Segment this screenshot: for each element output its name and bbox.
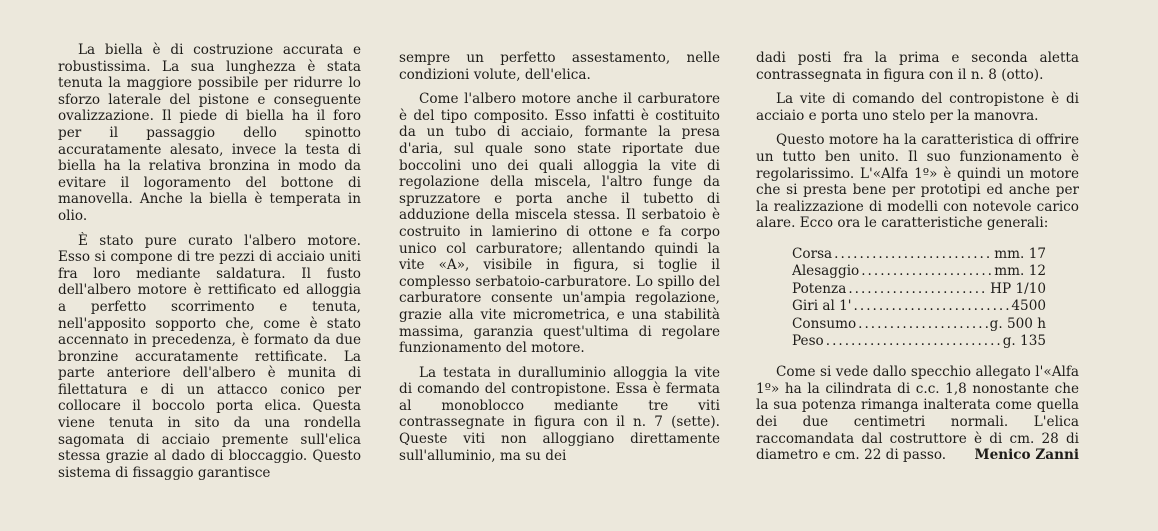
spec-value: g. 135 bbox=[1002, 332, 1046, 349]
paragraph-carburetor: Come l'albero motore anche il carburatore è del tipo composito. Esso infatti è costituito da un tubo di acciaio, formante la presa d'aria, sul quale sono state riportate due boccolini uno dei quali alloggia la vite di regolazione della miscela, l'altro funge da spruzzatore e porta anche il tubetto di adduzione della miscela stessa. Il serbatoio è costruito in lamierino di ottone e fa corpo unico col carburatore; allentando quindi la vite «A», visibile in figura, si toglie il complesso serbatoio-carburatore. Lo spillo del carburatore consente un'ampia regolazione, grazie alla vite micrometrica, e una stabilità massima, garanzia quest'ultima di regolare funzionamento del motore. bbox=[399, 91, 720, 357]
spec-label: Giri al 1' bbox=[792, 298, 852, 315]
spec-label: Potenza bbox=[792, 280, 847, 297]
paragraph-cylinder-head: La testata in duralluminio alloggia la vite di comando del contropistone. Essa è fermata al monoblocco mediante tre viti contrassegnate in figura con il n. 7 (sette). Queste viti non alloggiano direttamente sull'alluminio, ma su dei bbox=[399, 364, 720, 464]
spec-value: 4500 bbox=[1011, 298, 1046, 315]
spec-label: Peso bbox=[792, 332, 824, 349]
spec-value: HP 1/10 bbox=[990, 280, 1046, 297]
paragraph-displacement bbox=[756, 364, 1079, 464]
paragraph-connecting-rod: La biella è di costruzione accurata e robustissima. La sua lunghezza è stata tenuta la maggiore possibile per ridurre lo sforzo laterale del pistone e conseguente ovalizzazione. Il piede di biella ha il foro per il passaggio dello spinotto accuratamente alesato, invece la testa di biella ha la relativa bronzina in modo da evitare il logoramento del bottone di manovella. Anche la biella è temperata in olio. bbox=[58, 42, 361, 224]
spec-row-power bbox=[792, 281, 1046, 298]
spec-table bbox=[792, 246, 1046, 350]
paragraph-propeller-continued: sempre un perfetto assestamento, nelle condizioni volute, dell'elica. bbox=[399, 50, 720, 83]
spec-row-bore bbox=[792, 263, 1046, 280]
text-column-1 bbox=[58, 42, 361, 489]
spec-row-stroke bbox=[792, 246, 1046, 263]
paragraph-displacement-text: Come si vede dallo specchio allegato l'«Alfa 1º» ha la cilindrata di c.c. 1,8 nonostante che la sua potenza rimanga inalterata come quella dei due centimetri normali. L'elica raccomandata dal costruttore è di cm. 28 di diametro e cm. 22 di passo. bbox=[756, 364, 1079, 464]
spec-value: g. 500 h bbox=[989, 315, 1046, 332]
paragraph-counterpiston-screw: La vite di comando del contropistone è di acciaio e porta uno stelo per la manovra. bbox=[756, 91, 1079, 124]
author-signature: Menico Zanni bbox=[974, 447, 1079, 464]
spec-label: Alesaggio bbox=[792, 263, 860, 280]
spec-row-consumption bbox=[792, 316, 1046, 333]
spec-row-weight bbox=[792, 333, 1046, 350]
paragraph-nuts-continued: dadi posti fra la prima e seconda aletta contrassegnata in figura con il n. 8 (otto). bbox=[756, 50, 1079, 83]
spec-value: mm. 17 bbox=[994, 245, 1046, 262]
paragraph-crankshaft: È stato pure curato l'albero motore. Esso si compone di tre pezzi di acciaio uniti fra loro mediante saldatura. Il fusto dell'albero motore è rettificato ed alloggia a perfetto scorrimento e tenuta, nell'apposito sopporto che, come è stato accennato in precedenza, è formato da due bronzine accuratamente rettificate. La parte anteriore dell'albero è munita di filettatura e di un attacco conico per collocare il boccolo porta elica. Questa viene tenuta in sito da una rondella sagomata di acciaio premente sull'elica stessa grazie al dado di bloccaggio. Questo sistema di fissaggio garantisce bbox=[58, 232, 361, 481]
text-column-2 bbox=[399, 50, 720, 472]
spec-value: mm. 12 bbox=[994, 263, 1046, 280]
paragraph-engine-characteristics: Questo motore ha la caratteristica di offrire un tutto ben unito. Il suo funzionamento è regolarissimo. L'«Alfa 1º» è quindi un motore che si presta bene per prototipi ed anche per la realizzazione di modelli con notevole carico alare. Ecco ora le caratteristiche generali: bbox=[756, 132, 1079, 232]
spec-label: Consumo bbox=[792, 315, 857, 332]
text-column-3 bbox=[756, 50, 1079, 472]
spec-label: Corsa bbox=[792, 245, 833, 262]
spec-row-rpm bbox=[792, 298, 1046, 315]
